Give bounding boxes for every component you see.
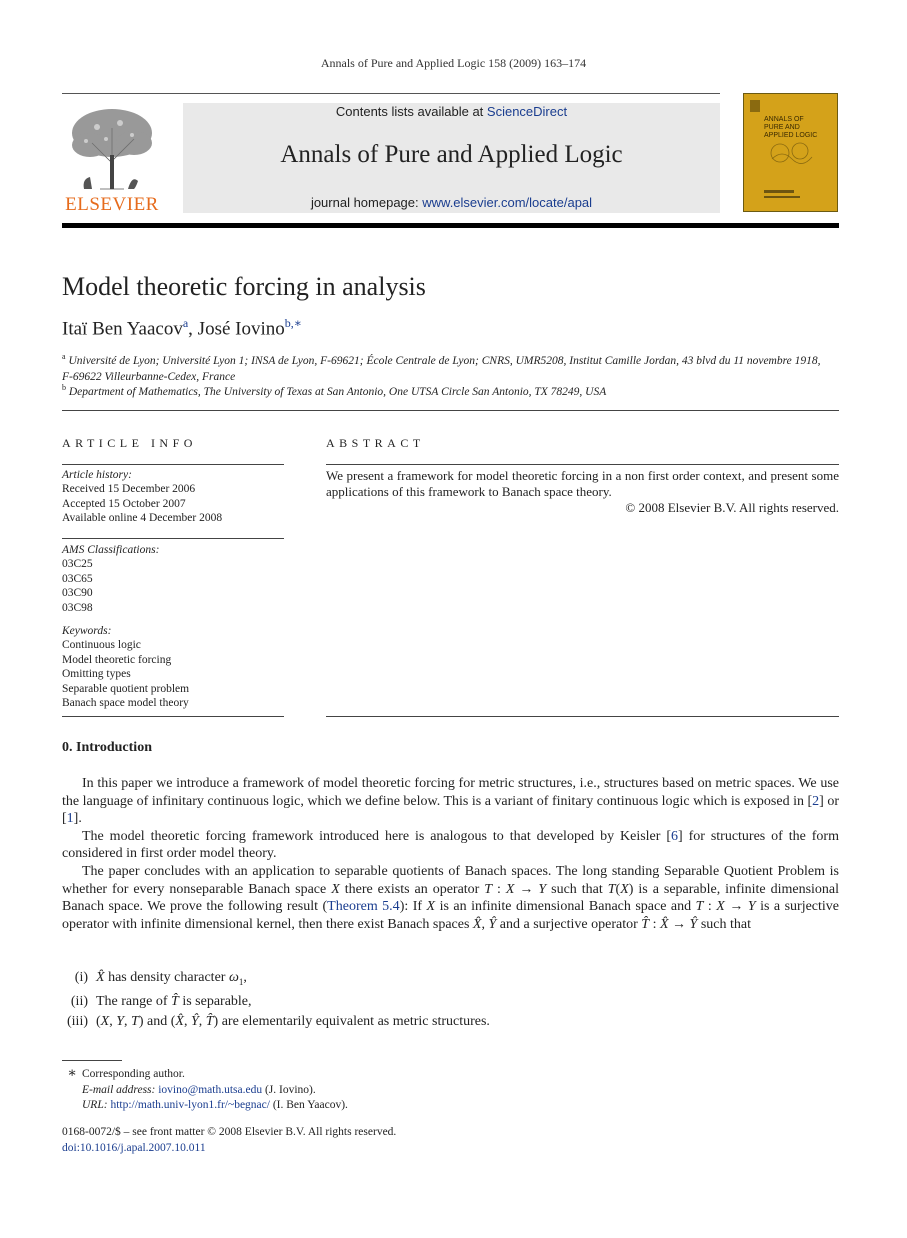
url-label: URL: [82,1099,108,1111]
abstract-heading: ABSTRACT [326,436,425,450]
footnote-star: ∗ [67,1066,77,1081]
author-list [62,316,302,340]
journal-title: Annals of Pure and Applied Logic [280,141,623,168]
affiliation-marker: a [62,352,66,361]
ams-code: 03C65 [62,572,93,585]
text-run: is a surjective operator with infinite dimensional kernel, then there exist Banach spaces [62,899,840,932]
article-info-heading: ARTICLE INFO [62,436,197,450]
footnote-corresponding [62,1066,839,1083]
text-run: ]. [73,811,82,827]
issn-line: 0168-0072/$ – see front matter © 2008 Elsevier B.V. All rights reserved. [62,1126,397,1138]
text-run: there exists an operator [339,881,485,897]
affiliation-text: F-69622 Villeurbanne-Cedex, France [62,370,236,383]
cover-footer-mark [764,190,794,193]
list-text: The range of [96,993,172,1009]
text-run: The model theoretic forcing framework introduced here is analogous to that developed by Keisler [ [82,828,671,844]
text-run: such that [546,881,608,897]
affiliation-b [62,380,839,400]
affiliation-text: Université de Lyon; Université Lyon 1; INSA de Lyon, F-69621; École Centrale de Lyon; CNRS, UMR5208, Institut Camille Jordan, 43 blvd du 11 novembre 1918, [68,354,821,367]
paragraph: The paper concludes with an application to separable quotients of Banach spaces. The long standing Separable Quotient Problem is whether for every nonseparable Banach space X there exists an operator T : X → Y such that T(X) is a separable, infinite dimensional Banach space. We prove the following result (Theorem 5.4): If X is an infinite dimensional Banach space and T : X → Y is a surjective operator with infinite dimensional kernel, then there exist Banach spaces X̂, Ŷ and a surjective operator T̂ : X̂ → Ŷ such that [62,863,840,932]
citation-link[interactable]: 2 [812,793,820,809]
keywords-label: Keywords: [62,625,112,637]
accepted-date: Accepted 15 October 2007 [62,497,186,510]
affiliation-link-a[interactable]: a [182,316,189,330]
abstract-text: We present a framework for model theoretic forcing in a non first order context, and present some applications of this framework to Banach space theory. [326,468,839,499]
online-date: Available online 4 December 2008 [62,512,223,525]
ams-label: AMS Classifications: [62,544,160,556]
contents-prefix: Contents lists available at [335,104,487,119]
homepage-url-link[interactable]: http://math.univ-lyon1.fr/~begnac/ [110,1099,270,1111]
text-run: The paper concludes with an application to separable quotients of Banach spaces. The long standing Separable Quotient Problem is whether for every nonseparable Banach space [62,863,839,897]
affiliation-link-b[interactable]: b,∗ [284,316,302,330]
cover-footer-mark [764,196,800,198]
list-item: (ii) The range of T̂ is separable, [62,992,839,1012]
article-title: Model theoretic forcing in analysis [62,272,426,301]
introduction-heading: 0. Introduction [62,740,152,755]
ams-code: 03C98 [62,601,93,614]
cover-title-line1: ANNALS OF [764,116,804,123]
email-link[interactable]: iovino@math.utsa.edu [158,1083,263,1096]
affiliation-text: Department of Mathematics, The University of Texas at San Antonio, One UTSA Circle San Antonio, TX 78249, USA [68,385,607,398]
list-text: is separable, [178,993,252,1009]
section-rule [62,410,839,411]
contents-line [183,104,720,119]
journal-cover[interactable] [743,93,838,212]
received-date: Received 15 December 2006 [62,483,196,496]
paragraph [62,828,839,863]
list-number: (iii) [67,1013,88,1029]
info-rule [62,716,284,717]
text-run: ] for structures of the form considered in first order model theory. [62,828,839,862]
footnote-rule [62,1060,122,1061]
author-name: Itaï Ben Yaacov [62,318,183,340]
homepage-line [183,195,720,210]
text-run: ] or [ [62,793,839,827]
sciencedirect-link[interactable]: ScienceDirect [486,104,568,119]
email-label: E-mail address: [82,1083,156,1096]
text-run: is a separable, infinite dimensional Banach space. We prove the following result ( [62,881,840,915]
ams-code: 03C90 [62,587,93,600]
theorem-link[interactable]: Theorem 5.4 [327,899,400,915]
footnote-text: Corresponding author. [82,1068,185,1080]
keyword: Banach space model theory [62,697,189,710]
homepage-link[interactable]: www.elsevier.com/locate/apal [422,195,593,210]
info-rule [62,464,284,465]
list-number: (i) [74,970,88,985]
list-item: (iii) (X, Y, T) and (X̂, Ŷ, T̂) are elementarily equivalent as metric structures. [62,1012,839,1032]
homepage-prefix: journal homepage: [310,195,423,210]
ams-code: 03C25 [62,558,93,571]
cover-title-line2: PURE AND [764,124,800,131]
text-run: is an infinite dimensional Banach space and [435,899,696,915]
text-run: In this paper we introduce a framework of model theoretic forcing for metric structures, i.e., structures based on metric spaces. We use the language of infinitary continuous logic, which we define below. This is a variant of finitary continuous logic which is exposed in [ [62,776,839,809]
footnote-email [62,1083,839,1099]
affiliation-marker: b [62,383,66,392]
list-item: (i) X̂ has density character $\omega_1$, [62,968,839,992]
text-run: and a surjective operator [496,916,642,932]
cover-art-icon [766,139,816,167]
publisher-name: ELSEVIER [65,194,159,215]
header-thick-rule [62,223,839,228]
author-name: José Iovino [197,318,285,340]
article-history [62,468,284,526]
info-rule [62,538,284,539]
cover-logo-icon [750,100,760,112]
result-list [62,968,839,1032]
ams-classifications [62,543,284,615]
list-number: (ii) [70,993,88,1009]
header-rule [62,93,720,94]
bottom-meta [62,1125,396,1156]
cover-title [764,116,817,140]
url-owner: (I. Ben Yaacov). [269,1099,348,1111]
abstract-rule [326,464,839,465]
author-separator: , [188,318,198,340]
email-owner: (J. Iovino). [262,1083,316,1096]
abstract-copyright: © 2008 Elsevier B.V. All rights reserved. [625,500,839,515]
keyword: Omitting types [62,668,131,681]
keyword: Model theoretic forcing [62,653,172,666]
keyword: Separable quotient problem [62,682,190,695]
paragraph [62,775,839,828]
footnote-url [62,1098,839,1114]
list-text: has density character [104,970,229,985]
keyword: Continuous logic [62,639,141,652]
history-label: Article history: [62,469,132,481]
footnotes [62,1066,839,1114]
citation-link[interactable]: 1 [66,811,74,827]
intro-body [62,775,839,933]
doi-link[interactable]: doi:10.1016/j.apal.2007.10.011 [62,1141,206,1154]
keywords [62,624,284,710]
abstract-rule [326,716,839,717]
text-run: ): If [399,899,427,915]
running-head: Annals of Pure and Applied Logic 158 (2009) 163–174 [320,56,587,70]
cover-title-line3: APPLIED LOGIC [764,132,818,139]
citation-link[interactable]: 6 [671,828,678,844]
list-text: are elementarily equivalent as metric structures. [218,1013,490,1029]
text-run: such that [697,916,751,932]
